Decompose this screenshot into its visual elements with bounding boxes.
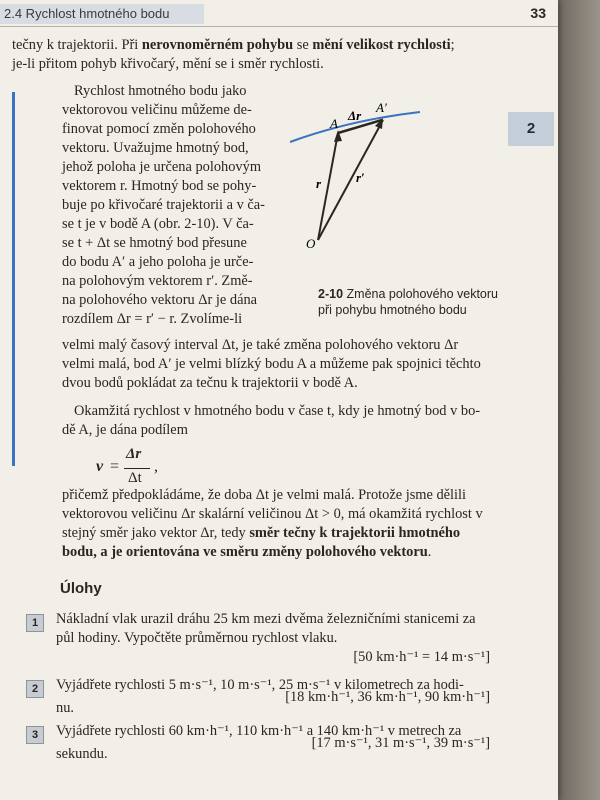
text-line: Vyjádřete rychlosti 5 m·s⁻¹, 10 m·s⁻¹, 25 m·s⁻¹ v kilometrech za hodi- — [56, 677, 464, 693]
exercise-number: 1 — [26, 614, 44, 632]
section-title: 2.4 Rychlost hmotného bodu — [0, 4, 204, 24]
exercises-heading: Úlohy — [60, 580, 102, 597]
exercise-number: 2 — [26, 680, 44, 698]
exercise-number: 3 — [26, 726, 44, 744]
exercise-answer: [18 km·h⁻¹, 36 km·h⁻¹, 90 km·h⁻¹] — [285, 689, 490, 705]
text-line: rozdílem Δr = r′ − r. Zvolíme-li — [62, 311, 243, 327]
intro-text: tečny k trajektorii. Při — [12, 37, 142, 53]
velocity-paragraph — [62, 402, 480, 440]
text-line — [62, 524, 483, 543]
label-r-prime: r′ — [356, 170, 365, 185]
formula-equals: = — [110, 458, 120, 475]
page-header — [0, 0, 558, 27]
text-line: sekundu. — [56, 746, 108, 762]
full-width-paragraph — [62, 336, 481, 393]
text-line: půl hodiny. Vypočtěte průměrnou rychlost vlaku. — [56, 630, 338, 646]
text-line: nu. — [56, 700, 74, 716]
margin-bar — [12, 92, 15, 466]
text-line — [62, 543, 483, 562]
column-paragraph — [62, 82, 265, 329]
intro-paragraph — [12, 36, 455, 74]
intro-text: je-li přitom pohyb křivočarý, mění se i směr rychlosti. — [12, 56, 324, 72]
book-gutter — [558, 0, 600, 800]
label-delta-r: Δr — [348, 108, 362, 123]
exercise-text — [56, 610, 476, 648]
text-line: na polohovým vektorem r′. Změ- — [62, 273, 253, 289]
bold-statement: bodu, a je orientována ve směru změny polohového vektoru — [62, 544, 428, 560]
text-line: vektorovou veličinu Δr skalární veličinou Δt > 0, má okamžitá rychlost v — [62, 506, 483, 522]
figure-caption — [318, 286, 498, 318]
text-line: buje po křivočaré trajektorii a v ča- — [62, 197, 265, 213]
chapter-tab: 2 — [508, 112, 554, 146]
text-line: do bodu A′ a jeho poloha je urče- — [62, 254, 254, 270]
text-line: dvou bodů pokládat za tečnu k trajektorii v bodě A. — [62, 375, 358, 391]
conclusion-paragraph — [62, 486, 483, 562]
intro-bold-term: mění velikost rychlosti — [312, 37, 451, 53]
text-line: velmi malý časový interval Δt, je také změna polohového vektoru Δr — [62, 337, 459, 353]
text-line: se t + Δt se hmotný bod přesune — [62, 235, 247, 251]
text-line: Okamžitá rychlost v hmotného bodu v čase t, kdy je hmotný bod v bo- — [74, 403, 481, 419]
text-line: vektorem r. Hmotný bod se pohy- — [62, 178, 257, 194]
text-line: jehož poloha je určena polohovým — [62, 159, 262, 175]
page-number: 33 — [530, 5, 546, 21]
vector-r-prime — [318, 120, 383, 240]
formula-comma: , — [154, 458, 158, 475]
bold-statement: směr tečny k trajektorii hmotného — [249, 525, 461, 541]
fraction-line — [124, 468, 150, 469]
text-line: na polohového vektoru Δr je dána — [62, 292, 258, 308]
intro-bold-term: nerovnoměrném pohybu — [141, 37, 294, 53]
text-line: finovat pomocí změn polohového — [62, 121, 256, 137]
formula-lhs: v — [96, 458, 104, 475]
figure-2-10 — [290, 100, 430, 260]
velocity-formula — [96, 446, 206, 490]
label-r: r — [316, 176, 322, 191]
exercise-answer: [17 m·s⁻¹, 31 m·s⁻¹, 39 m·s⁻¹] — [311, 735, 490, 751]
text-segment: . — [427, 544, 432, 560]
text-line: se t je v bodě A (obr. 2-10). V ča- — [62, 216, 254, 232]
exercise-answer: [50 km·h⁻¹ = 14 m·s⁻¹] — [353, 649, 490, 665]
text-line: vektorovou veličinu můžeme de- — [62, 102, 252, 118]
intro-text: ; — [450, 37, 455, 53]
text-line: dě A, je dána podílem — [62, 422, 188, 438]
intro-text: se — [293, 37, 313, 53]
label-O: O — [306, 236, 316, 251]
label-A-prime: A′ — [376, 100, 387, 115]
caption-text: Změna polohového vektoru — [346, 287, 498, 301]
label-A: A — [330, 116, 338, 131]
text-line: Vyjádřete rychlosti 60 km·h⁻¹, 110 km·h⁻¹ a 140 km·h⁻¹ v metrech za — [56, 723, 462, 739]
text-line: vektoru. Uvažujme hmotný bod, — [62, 140, 249, 156]
text-line: přičemž předpokládáme, že doba Δt je velmi malá. Protože jsme dělili — [62, 487, 467, 503]
caption-number: 2-10 — [318, 287, 344, 301]
text-line: Rychlost hmotného bodu jako — [74, 83, 247, 99]
text-segment: stejný směr jako vektor Δr, tedy — [62, 525, 250, 541]
text-line: Nákladní vlak urazil dráhu 25 km mezi dvěma železničními stanicemi za — [56, 611, 476, 627]
formula-denominator: Δt — [128, 470, 142, 486]
text-line: velmi malá, bod A′ je velmi blízký bodu A a můžeme pak spojnici těchto — [62, 356, 481, 372]
formula-numerator: Δr — [126, 446, 142, 462]
caption-text: při pohybu hmotného bodu — [318, 303, 467, 317]
